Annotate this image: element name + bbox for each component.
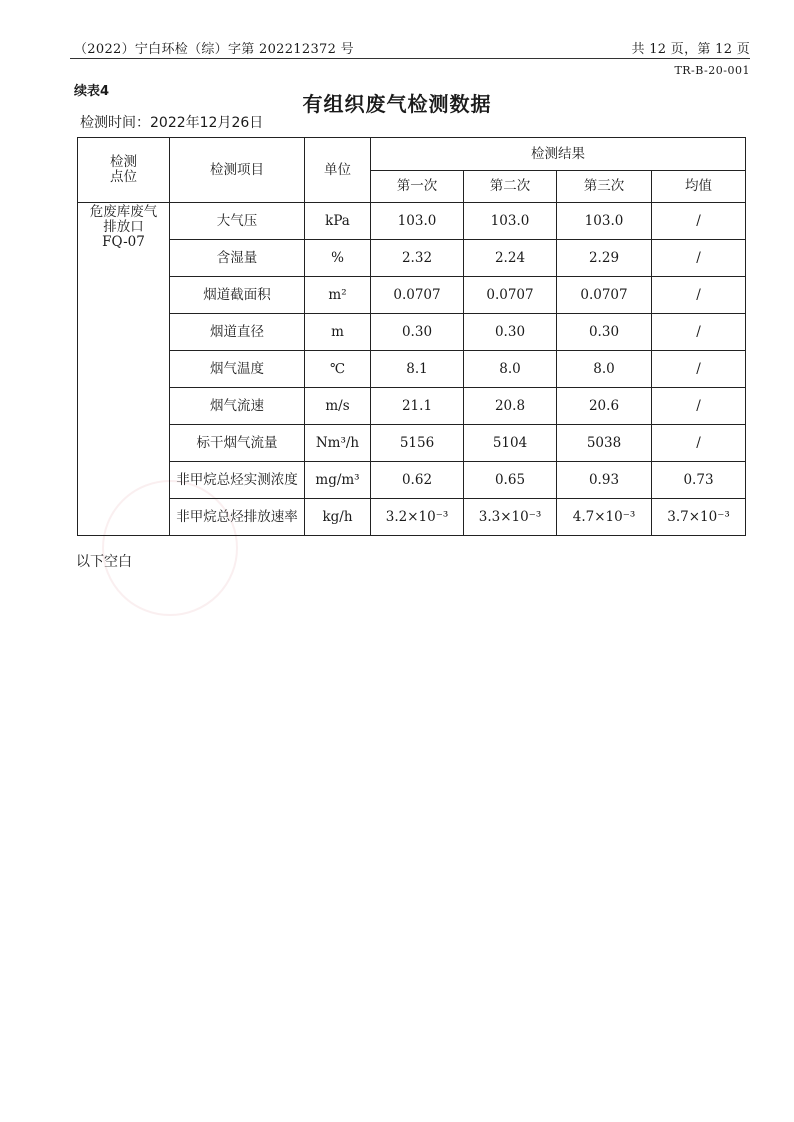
unit-cell: kg/h bbox=[305, 499, 371, 536]
value-cell: 0.30 bbox=[371, 314, 464, 351]
document-code: TR-B-20-001 bbox=[674, 64, 750, 77]
header-result: 检测结果 bbox=[371, 138, 746, 171]
value-cell: 5104 bbox=[464, 425, 557, 462]
detection-time: 检测时间：2022年12月26日 bbox=[80, 115, 264, 131]
value-cell: 103.0 bbox=[464, 203, 557, 240]
value-cell: / bbox=[652, 351, 746, 388]
table-row bbox=[78, 462, 746, 499]
value-cell: / bbox=[652, 277, 746, 314]
value-cell: 2.29 bbox=[557, 240, 652, 277]
value-cell: 0.0707 bbox=[371, 277, 464, 314]
item-cell: 烟气流速 bbox=[170, 388, 305, 425]
header-divider bbox=[70, 58, 750, 59]
page-title: 有组织废气检测数据 bbox=[302, 92, 492, 116]
value-cell: 4.7×10⁻³ bbox=[557, 499, 652, 536]
value-cell: 2.32 bbox=[371, 240, 464, 277]
item-cell: 非甲烷总烃排放速率 bbox=[170, 499, 305, 536]
end-blank-note: 以下空白 bbox=[76, 554, 132, 570]
header-item: 检测项目 bbox=[170, 138, 305, 203]
item-cell: 标干烟气流量 bbox=[170, 425, 305, 462]
table-row bbox=[78, 425, 746, 462]
report-number: （2022）宁白环检（综）字第 202212372 号 bbox=[74, 42, 354, 57]
value-cell: / bbox=[652, 314, 746, 351]
table-row bbox=[78, 499, 746, 536]
value-cell: 0.30 bbox=[464, 314, 557, 351]
item-cell: 烟气温度 bbox=[170, 351, 305, 388]
value-cell: 20.6 bbox=[557, 388, 652, 425]
value-cell: 0.62 bbox=[371, 462, 464, 499]
value-cell: 103.0 bbox=[371, 203, 464, 240]
header-unit: 单位 bbox=[305, 138, 371, 203]
value-cell: 0.30 bbox=[557, 314, 652, 351]
header-point: 检测 点位 bbox=[78, 138, 170, 203]
value-cell: / bbox=[652, 203, 746, 240]
value-cell: 0.0707 bbox=[464, 277, 557, 314]
table-row bbox=[78, 203, 746, 240]
table-row bbox=[78, 277, 746, 314]
value-cell: 0.65 bbox=[464, 462, 557, 499]
item-cell: 烟道截面积 bbox=[170, 277, 305, 314]
value-cell: / bbox=[652, 240, 746, 277]
value-cell: / bbox=[652, 425, 746, 462]
unit-cell: mg/m³ bbox=[305, 462, 371, 499]
value-cell: 0.93 bbox=[557, 462, 652, 499]
table-row bbox=[78, 388, 746, 425]
table-row bbox=[78, 314, 746, 351]
table-header-row bbox=[78, 138, 746, 171]
header-average: 均值 bbox=[652, 171, 746, 203]
value-cell: 5038 bbox=[557, 425, 652, 462]
header-run-3: 第三次 bbox=[557, 171, 652, 203]
unit-cell: m² bbox=[305, 277, 371, 314]
value-cell: 8.1 bbox=[371, 351, 464, 388]
unit-cell: kPa bbox=[305, 203, 371, 240]
value-cell: 8.0 bbox=[557, 351, 652, 388]
unit-cell: Nm³/h bbox=[305, 425, 371, 462]
value-cell: 21.1 bbox=[371, 388, 464, 425]
unit-cell: m bbox=[305, 314, 371, 351]
value-cell: 20.8 bbox=[464, 388, 557, 425]
emission-data-table bbox=[77, 137, 746, 536]
value-cell: 3.7×10⁻³ bbox=[652, 499, 746, 536]
value-cell: 103.0 bbox=[557, 203, 652, 240]
value-cell: 8.0 bbox=[464, 351, 557, 388]
value-cell: 0.0707 bbox=[557, 277, 652, 314]
sampling-point-cell: 危废库废气 排放口 FQ-07 bbox=[78, 203, 170, 536]
table-row bbox=[78, 351, 746, 388]
continued-table-label: 续表4 bbox=[74, 84, 110, 99]
header-run-2: 第二次 bbox=[464, 171, 557, 203]
value-cell: 0.73 bbox=[652, 462, 746, 499]
value-cell: 3.3×10⁻³ bbox=[464, 499, 557, 536]
page-info: 共 12 页，第 12 页 bbox=[631, 42, 750, 57]
unit-cell: ℃ bbox=[305, 351, 371, 388]
value-cell: 5156 bbox=[371, 425, 464, 462]
value-cell: 2.24 bbox=[464, 240, 557, 277]
header-run-1: 第一次 bbox=[371, 171, 464, 203]
value-cell: 3.2×10⁻³ bbox=[371, 499, 464, 536]
item-cell: 大气压 bbox=[170, 203, 305, 240]
item-cell: 烟道直径 bbox=[170, 314, 305, 351]
item-cell: 含湿量 bbox=[170, 240, 305, 277]
table-row bbox=[78, 240, 746, 277]
unit-cell: m/s bbox=[305, 388, 371, 425]
unit-cell: % bbox=[305, 240, 371, 277]
value-cell: / bbox=[652, 388, 746, 425]
item-cell: 非甲烷总烃实测浓度 bbox=[170, 462, 305, 499]
